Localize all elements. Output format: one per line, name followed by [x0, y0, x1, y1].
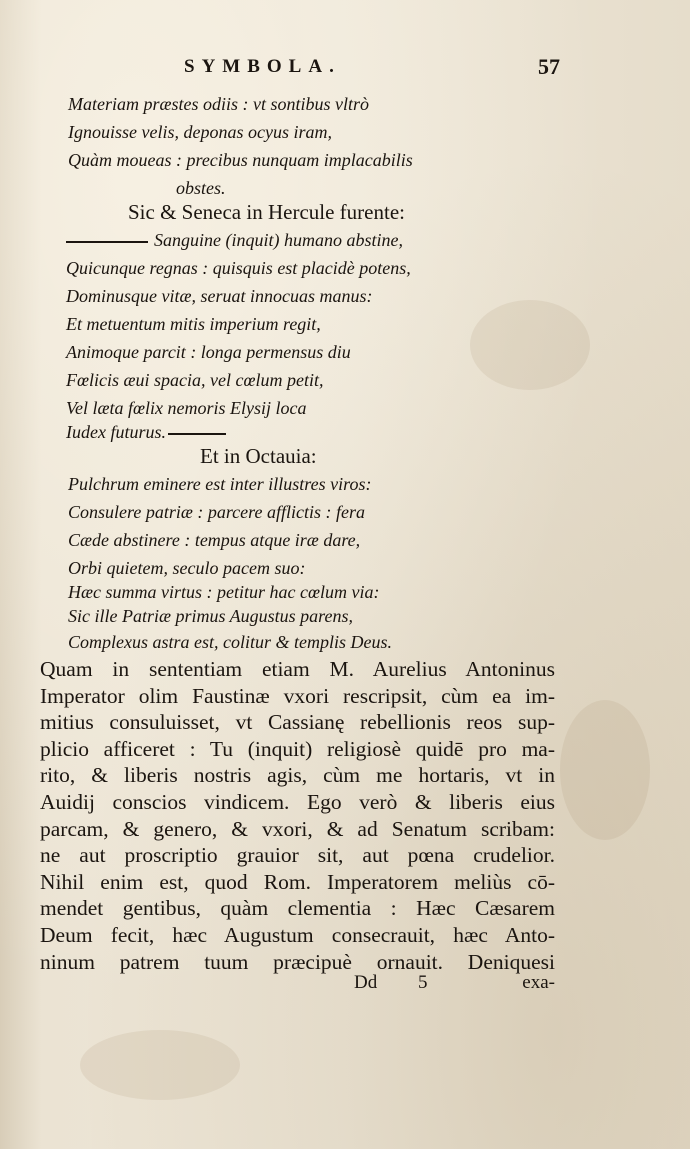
paper-stain — [80, 1030, 240, 1100]
verse-line: Materiam præstes odiis : vt sontibus vltrò — [68, 94, 369, 114]
prose-line: Auidij conscios vindicem. Ego verò & liberis eius — [40, 789, 555, 814]
verse-line: Complexus astra est, colitur & templis Deus. — [68, 632, 392, 652]
running-head — [60, 56, 560, 84]
prose-paragraph — [40, 656, 555, 975]
page-footer — [350, 972, 555, 998]
prose-line: Quam in sententiam etiam M. Aurelius Antoninus — [40, 657, 555, 681]
page-number: 57 — [538, 54, 560, 79]
verse-line: Consulere patriæ : parcere afflictis : fera — [68, 502, 365, 522]
verse-line: Dominusque vitæ, seruat innocuas manus: — [66, 286, 373, 306]
verse-introduction: Et in Octauia: — [200, 444, 317, 468]
verse-line: Quàm moueas : precibus nunquam implacabilis — [68, 150, 413, 170]
verse-line: Sanguine (inquit) humano abstine, — [66, 228, 403, 252]
prose-line: ne aut proscriptio grauior sit, aut pœna crudelior. — [40, 843, 555, 868]
verse-line: Pulchrum eminere est inter illustres viros: — [68, 474, 372, 494]
paper-stain — [560, 700, 650, 840]
verse-line: Iudex futurus. — [66, 420, 226, 444]
verse-line: Et metuentum mitis imperium regit, — [66, 314, 321, 334]
prose-line: Imperator olim Faustinæ vxori rescripsit, cùm ea im- — [40, 683, 555, 708]
verse-introduction: Sic & Seneca in Hercule furente: — [128, 200, 405, 224]
signature-mark: Dd — [354, 972, 378, 993]
verse-line: Cæde abstinere : tempus atque iræ dare, — [68, 530, 361, 550]
verse-line: Animoque parcit : longa permensus diu — [66, 342, 351, 362]
prose-line: mendet gentibus, quàm clementia : Hæc Cæsarem — [40, 896, 555, 921]
prose-line: rito, & liberis nostris agis, cùm me hortaris, vt in — [40, 763, 555, 788]
prose-line: ninum patrem tuum præcipuè ornauit. Deniquesi — [40, 949, 555, 974]
prose-line: Deum fecit, hæc Augustum consecrauit, hæc Anto- — [40, 922, 555, 947]
omission-dash — [168, 433, 226, 435]
catchword: exa- — [522, 972, 555, 993]
prose-line: mitius consuluisset, vt Cassianę rebellionis reos sup- — [40, 710, 555, 735]
verse-line: Sic ille Patriæ primus Augustus parens, — [68, 606, 354, 626]
verse-line: Fœlicis æui spacia, vel cœlum petit, — [66, 370, 324, 390]
paper-stain — [470, 300, 590, 390]
verse-line: Orbi quietem, seculo pacem suo: — [68, 558, 306, 578]
omission-dash — [66, 241, 148, 243]
prose-line: parcam, & genero, & vxori, & ad Senatum scribam: — [40, 816, 555, 841]
verse-line: Ignouisse velis, deponas ocyus iram, — [68, 122, 332, 142]
verse-line: Quicunque regnas : quisquis est placidè potens, — [66, 258, 411, 278]
verse-line: Hæc summa virtus : petitur hac cœlum via: — [68, 582, 380, 602]
verse-line: obstes. — [176, 178, 226, 198]
verse-line: Vel læta fœlix nemoris Elysij loca — [66, 398, 307, 418]
prose-line: plicio afficeret : Tu (inquit) religiosè quidē pro ma- — [40, 736, 555, 761]
signature-number: 5 — [418, 972, 428, 993]
page-title: SYMBOLA. — [184, 56, 341, 77]
prose-line: Nihil enim est, quod Rom. Imperatorem meliùs cō- — [40, 869, 555, 894]
